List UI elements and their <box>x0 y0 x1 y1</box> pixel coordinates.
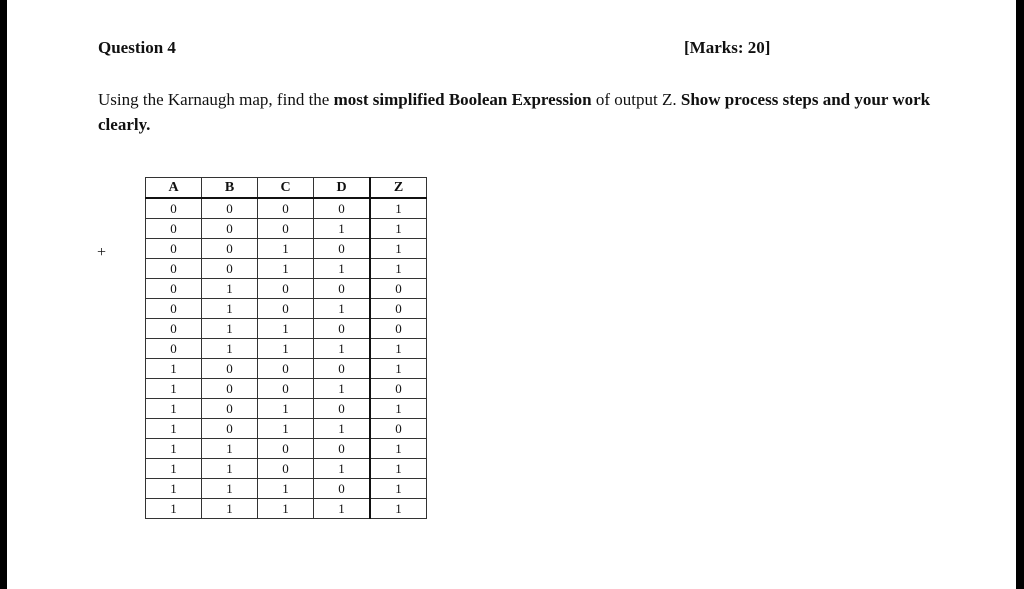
cell-a: 0 <box>146 259 202 279</box>
table-row <box>146 259 427 279</box>
cell-z: 1 <box>370 399 427 419</box>
cell-z: 1 <box>370 219 427 239</box>
cell-z: 1 <box>370 259 427 279</box>
cell-z: 0 <box>370 319 427 339</box>
cell-d: 1 <box>314 379 371 399</box>
cell-b: 0 <box>202 419 258 439</box>
cell-z: 1 <box>370 198 427 219</box>
cell-d: 1 <box>314 459 371 479</box>
cell-a: 1 <box>146 379 202 399</box>
table-row <box>146 399 427 419</box>
cell-c: 1 <box>258 259 314 279</box>
cell-d: 1 <box>314 499 371 519</box>
cell-b: 1 <box>202 279 258 299</box>
header-c: C <box>258 178 314 199</box>
cell-a: 1 <box>146 419 202 439</box>
cell-c: 1 <box>258 399 314 419</box>
table-row <box>146 419 427 439</box>
cell-a: 0 <box>146 299 202 319</box>
cell-c: 1 <box>258 499 314 519</box>
cell-z: 0 <box>370 419 427 439</box>
cell-z: 1 <box>370 339 427 359</box>
cell-b: 1 <box>202 439 258 459</box>
cell-d: 1 <box>314 219 371 239</box>
header-z: Z <box>370 178 427 199</box>
cell-d: 0 <box>314 399 371 419</box>
cell-d: 0 <box>314 279 371 299</box>
document-page <box>7 0 1016 589</box>
table-row <box>146 359 427 379</box>
cell-z: 1 <box>370 459 427 479</box>
cell-b: 0 <box>202 399 258 419</box>
truth-table-header-row <box>146 178 427 199</box>
cell-d: 0 <box>314 479 371 499</box>
cell-c: 0 <box>258 439 314 459</box>
prompt-text-4: Show process steps and your work clearly. <box>98 90 931 134</box>
cell-c: 0 <box>258 379 314 399</box>
cell-z: 0 <box>370 279 427 299</box>
cell-d: 0 <box>314 198 371 219</box>
cell-d: 1 <box>314 419 371 439</box>
cell-d: 1 <box>314 339 371 359</box>
cell-z: 0 <box>370 379 427 399</box>
table-row <box>146 439 427 459</box>
header-b: B <box>202 178 258 199</box>
cell-d: 1 <box>314 299 371 319</box>
cell-c: 0 <box>258 279 314 299</box>
cell-b: 0 <box>202 219 258 239</box>
table-row <box>146 459 427 479</box>
cell-c: 1 <box>258 339 314 359</box>
header-d: D <box>314 178 371 199</box>
cell-c: 1 <box>258 419 314 439</box>
table-row <box>146 339 427 359</box>
cell-a: 0 <box>146 239 202 259</box>
cell-c: 0 <box>258 299 314 319</box>
table-row <box>146 499 427 519</box>
cell-b: 0 <box>202 198 258 219</box>
table-row <box>146 379 427 399</box>
question-prompt <box>98 87 948 137</box>
cell-a: 1 <box>146 399 202 419</box>
cell-b: 1 <box>202 339 258 359</box>
cell-z: 1 <box>370 499 427 519</box>
cell-a: 1 <box>146 359 202 379</box>
cell-c: 0 <box>258 219 314 239</box>
table-row <box>146 319 427 339</box>
cell-b: 0 <box>202 379 258 399</box>
truth-table-body <box>146 198 427 519</box>
cell-d: 1 <box>314 259 371 279</box>
cell-a: 1 <box>146 479 202 499</box>
cell-c: 1 <box>258 239 314 259</box>
cell-c: 1 <box>258 479 314 499</box>
plus-marker: + <box>97 244 107 261</box>
cell-a: 1 <box>146 459 202 479</box>
cell-c: 0 <box>258 459 314 479</box>
cell-z: 0 <box>370 299 427 319</box>
cell-z: 1 <box>370 359 427 379</box>
cell-c: 0 <box>258 359 314 379</box>
cell-b: 0 <box>202 359 258 379</box>
cell-z: 1 <box>370 479 427 499</box>
cell-a: 0 <box>146 319 202 339</box>
cell-a: 1 <box>146 439 202 459</box>
cell-z: 1 <box>370 439 427 459</box>
table-row <box>146 299 427 319</box>
table-row <box>146 479 427 499</box>
table-row <box>146 219 427 239</box>
cell-b: 1 <box>202 319 258 339</box>
question-marks: [Marks: 20] <box>684 38 771 57</box>
cell-b: 0 <box>202 259 258 279</box>
cell-b: 1 <box>202 459 258 479</box>
cell-a: 1 <box>146 499 202 519</box>
cell-b: 1 <box>202 299 258 319</box>
cell-b: 1 <box>202 479 258 499</box>
header-a: A <box>146 178 202 199</box>
cell-c: 1 <box>258 319 314 339</box>
cell-d: 0 <box>314 319 371 339</box>
truth-table <box>145 177 427 519</box>
cell-d: 0 <box>314 239 371 259</box>
table-row <box>146 198 427 219</box>
prompt-text-1: Using the Karnaugh map, find the <box>98 90 334 109</box>
cell-d: 0 <box>314 439 371 459</box>
table-row <box>146 279 427 299</box>
cell-a: 0 <box>146 219 202 239</box>
cell-z: 1 <box>370 239 427 259</box>
cell-b: 1 <box>202 499 258 519</box>
cell-b: 0 <box>202 239 258 259</box>
cell-c: 0 <box>258 198 314 219</box>
cell-a: 0 <box>146 339 202 359</box>
cell-a: 0 <box>146 198 202 219</box>
cell-d: 0 <box>314 359 371 379</box>
table-row <box>146 239 427 259</box>
question-title: Question 4 <box>98 38 176 57</box>
prompt-text-3: of output Z. <box>591 90 681 109</box>
cell-a: 0 <box>146 279 202 299</box>
prompt-text-2: most simplified Boolean Expression <box>333 90 592 109</box>
